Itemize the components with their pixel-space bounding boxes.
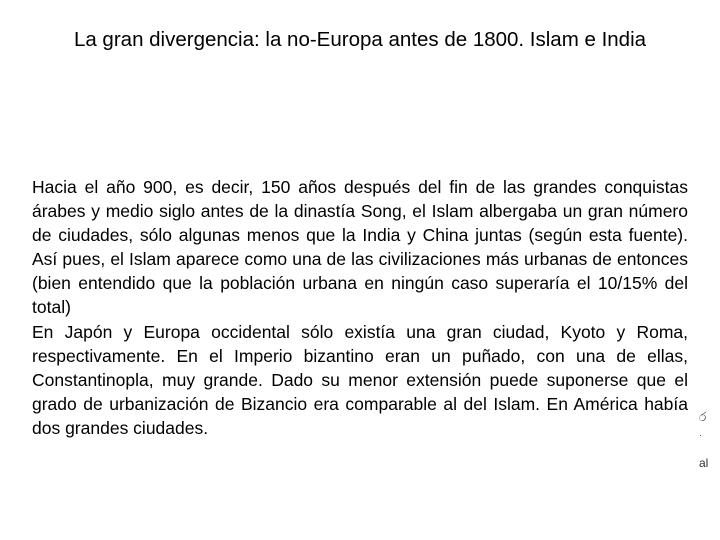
slide-title: La gran divergencia: la no-Europa antes de 1800. Islam e India <box>73 28 647 51</box>
slide-body <box>32 175 688 440</box>
edge-fragment-2: · <box>699 430 702 440</box>
paragraph-1: Hacia el año 900, es decir, 150 años después del fin de las grandes conquistas árabes y medio siglo antes de la dinastía Song, el Islam albergaba un gran número de ciudades, sólo algunas menos que la India y China juntas (según esta fuente). Así pues, el Islam aparece como una de las civilizaciones más urbanas de entonces (bien entendido que la población urbana en ningún caso superaría el 10/15% del total) <box>32 177 688 318</box>
paragraph-2: En Japón y Europa occidental sólo existía una gran ciudad, Kyoto y Roma, respectivamente. En el Imperio bizantino eran un puñado, con una de ellas, Constantinopla, muy grande. Dado su menor extensión puede suponerse que el grado de urbanización de Bizancio era comparable al del Islam. En América había dos grandes ciudades. <box>32 321 688 438</box>
edge-fragment-1: ර <box>699 410 707 424</box>
edge-fragment-3: al <box>699 456 709 470</box>
